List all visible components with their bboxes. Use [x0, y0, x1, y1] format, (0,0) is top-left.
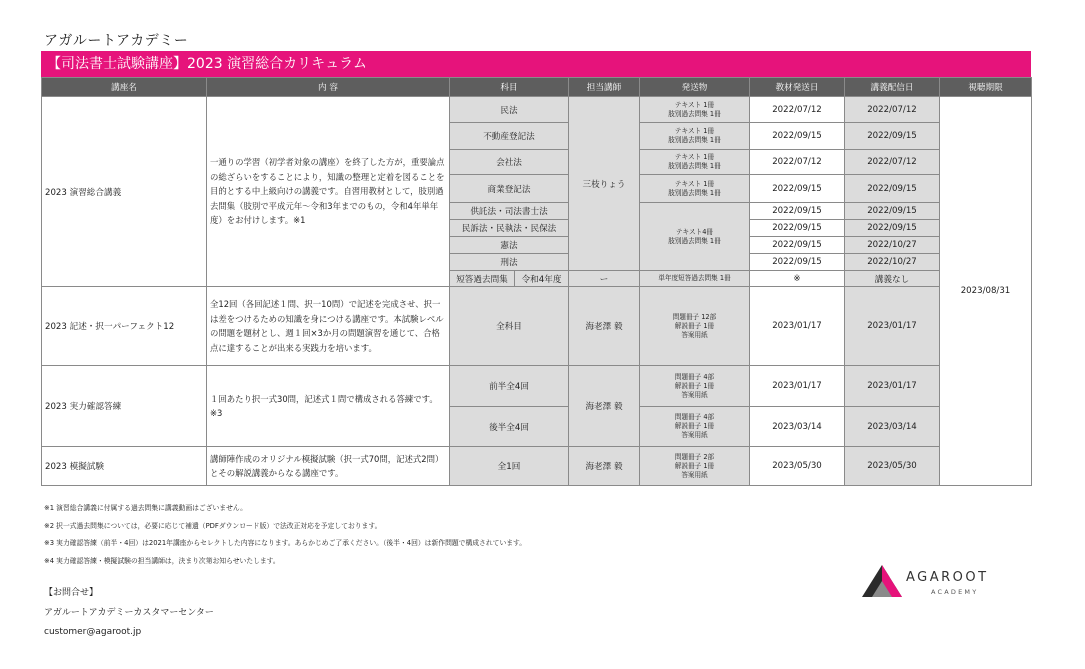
- footnote: ※1 演習総合講義に付属する過去問集に講義動画はございません。: [44, 504, 247, 512]
- ship-date-cell: 2022/09/15: [750, 220, 845, 237]
- contact-email[interactable]: customer@agaroot.jp: [44, 627, 142, 637]
- course-name: 2023 模擬試験: [42, 447, 207, 486]
- shipment-cell: テキスト 1冊 肢別過去問集 1冊: [640, 150, 750, 175]
- deliver-date-cell: 2023/03/14: [845, 407, 940, 447]
- subject-cell: 会社法: [450, 150, 569, 175]
- ship-date-cell: 2022/09/15: [750, 123, 845, 150]
- shipment-cell: 問題冊子 4部 解説冊子 1冊 答案用紙: [640, 407, 750, 447]
- shipment-cell: 問題冊子 2部 解説冊子 1冊 答案用紙: [640, 447, 750, 486]
- deliver-date-cell: 2022/09/15: [845, 203, 940, 220]
- subject-cell: 刑法: [450, 254, 569, 271]
- header-ship-date: 教材発送日: [750, 78, 845, 97]
- header-shipment: 発送物: [640, 78, 750, 97]
- ship-date-cell: 2023/05/30: [750, 447, 845, 486]
- period-cell: 2023/08/31: [940, 97, 1032, 486]
- ship-date-cell: 2022/07/12: [750, 97, 845, 123]
- deliver-date-cell: 2022/09/15: [845, 175, 940, 203]
- header-course: 講座名: [42, 78, 207, 97]
- ship-date-cell: 2022/09/15: [750, 175, 845, 203]
- instructor-cell: ー: [569, 271, 640, 287]
- contact-center: アガルートアカデミーカスタマーセンター: [44, 607, 214, 618]
- ship-date-cell: 2023/01/17: [750, 366, 845, 407]
- instructor-cell: 三枝りょう: [569, 97, 640, 271]
- logo-wordmark: AGAROOT: [906, 570, 989, 585]
- instructor-cell: 海老澤 毅: [569, 447, 640, 486]
- subject-cell: 短答過去問集: [450, 271, 515, 287]
- instructor-cell: 海老澤 毅: [569, 287, 640, 366]
- subject-cell: 全科目: [450, 287, 569, 366]
- subject-cell: 全1回: [450, 447, 569, 486]
- shipment-cell: 問題冊子 4部 解説冊子 1冊 答案用紙: [640, 366, 750, 407]
- ship-date-cell: 2023/03/14: [750, 407, 845, 447]
- deliver-date-cell: 2022/07/12: [845, 150, 940, 175]
- deliver-date-cell: 2022/09/15: [845, 220, 940, 237]
- subject-cell: 商業登記法: [450, 175, 569, 203]
- contact-heading: 【お問合せ】: [44, 588, 99, 598]
- course-description: 一通りの学習（初学者対象の講座）を終了した方が，重要論点の総ざらいをすることにより，知識の整理と定着を図ることを目的とする中上級向けの講義です。自習用教材として，肢別過去問集（肢別で平成元年～令和3年までのもの，令和4年単年度）をお付けします。※1: [207, 97, 450, 287]
- header-period: 視聴期限: [940, 78, 1032, 97]
- ship-date-cell: 2023/01/17: [750, 287, 845, 366]
- deliver-date-cell: 講義なし: [845, 271, 940, 287]
- deliver-date-cell: 2023/05/30: [845, 447, 940, 486]
- header-deliver-date: 講義配信日: [845, 78, 940, 97]
- shipment-cell: 単年度短答過去問集 1冊: [640, 271, 750, 287]
- deliver-date-cell: 2023/01/17: [845, 366, 940, 407]
- shipment-cell: テキスト 1冊 肢別過去問集 1冊: [640, 123, 750, 150]
- instructor-cell: 海老澤 毅: [569, 366, 640, 447]
- subject-cell: 民法: [450, 97, 569, 123]
- shipment-cell: テキスト4冊 肢別過去問集 1冊: [640, 203, 750, 271]
- ship-date-cell: ※: [750, 271, 845, 287]
- course-name: 2023 記述・択一パーフェクト12: [42, 287, 207, 366]
- header-subject: 科目: [450, 78, 569, 97]
- year-cell: 令和4年度: [515, 271, 569, 287]
- brand-name: アガルートアカデミー: [44, 33, 189, 49]
- deliver-date-cell: 2022/07/12: [845, 97, 940, 123]
- curriculum-table: [41, 77, 1032, 486]
- deliver-date-cell: 2022/10/27: [845, 237, 940, 254]
- course-name: 2023 演習総合講義: [42, 97, 207, 287]
- ship-date-cell: 2022/09/15: [750, 254, 845, 271]
- footnotes: [44, 500, 526, 570]
- logo-subtitle: ACADEMY: [931, 588, 979, 596]
- shipment-cell: テキスト 1冊 肢別過去問集 1冊: [640, 175, 750, 203]
- footnote: ※3 実力確認答練（前半・4回）は2021年講座からセレクトした内容になります。あらかじめご了承ください。（後半・4回）は新作問題で構成されています。: [44, 539, 527, 548]
- subject-cell: 民訴法・民執法・民保法: [450, 220, 569, 237]
- subject-cell: 憲法: [450, 237, 569, 254]
- course-description: 講師陣作成のオリジナル模擬試験（択一式70問，記述式2問）とその解説講義からなる講座です。: [207, 447, 450, 486]
- header-content: 内 容: [207, 78, 450, 97]
- deliver-date-cell: 2022/09/15: [845, 123, 940, 150]
- deliver-date-cell: 2022/10/27: [845, 254, 940, 271]
- contact-block: [44, 584, 214, 643]
- shipment-cell: テキスト 1冊 肢別過去問集 1冊: [640, 97, 750, 123]
- subject-cell: 前半全4回: [450, 366, 569, 407]
- subject-cell: 後半全4回: [450, 407, 569, 447]
- course-description: １回あたり択一式30問，記述式１問で構成される答練です。※3: [207, 366, 450, 447]
- shipment-cell: 問題冊子 12部 解説冊子 1冊 答案用紙: [640, 287, 750, 366]
- ship-date-cell: 2022/07/12: [750, 150, 845, 175]
- course-name: 2023 実力確認答練: [42, 366, 207, 447]
- curriculum-title-banner: 【司法書士試験講座】2023 演習総合カリキュラム: [41, 51, 1031, 77]
- course-description: 全12回（各回記述１問、択一10問）で記述を完成させ、択一は差をつけるための知識を身につける講座です。本試験レベルの問題を題材とし、週１回×3か月の問題演習を通じて、合格点に達することが出来る実践力を培います。: [207, 287, 450, 366]
- footnote: ※2 択一式過去問集については，必要に応じて補遺（PDFダウンロード版）で法改正対応を予定しております。: [44, 521, 382, 530]
- deliver-date-cell: 2023/01/17: [845, 287, 940, 366]
- subject-cell: 不動産登記法: [450, 123, 569, 150]
- header-instructor: 担当講師: [569, 78, 640, 97]
- footnote: ※4 実力確認答練・模擬試験の担当講師は，決まり次第お知らせいたします。: [44, 556, 280, 565]
- ship-date-cell: 2022/09/15: [750, 203, 845, 220]
- subject-cell: 供託法・司法書士法: [450, 203, 569, 220]
- ship-date-cell: 2022/09/15: [750, 237, 845, 254]
